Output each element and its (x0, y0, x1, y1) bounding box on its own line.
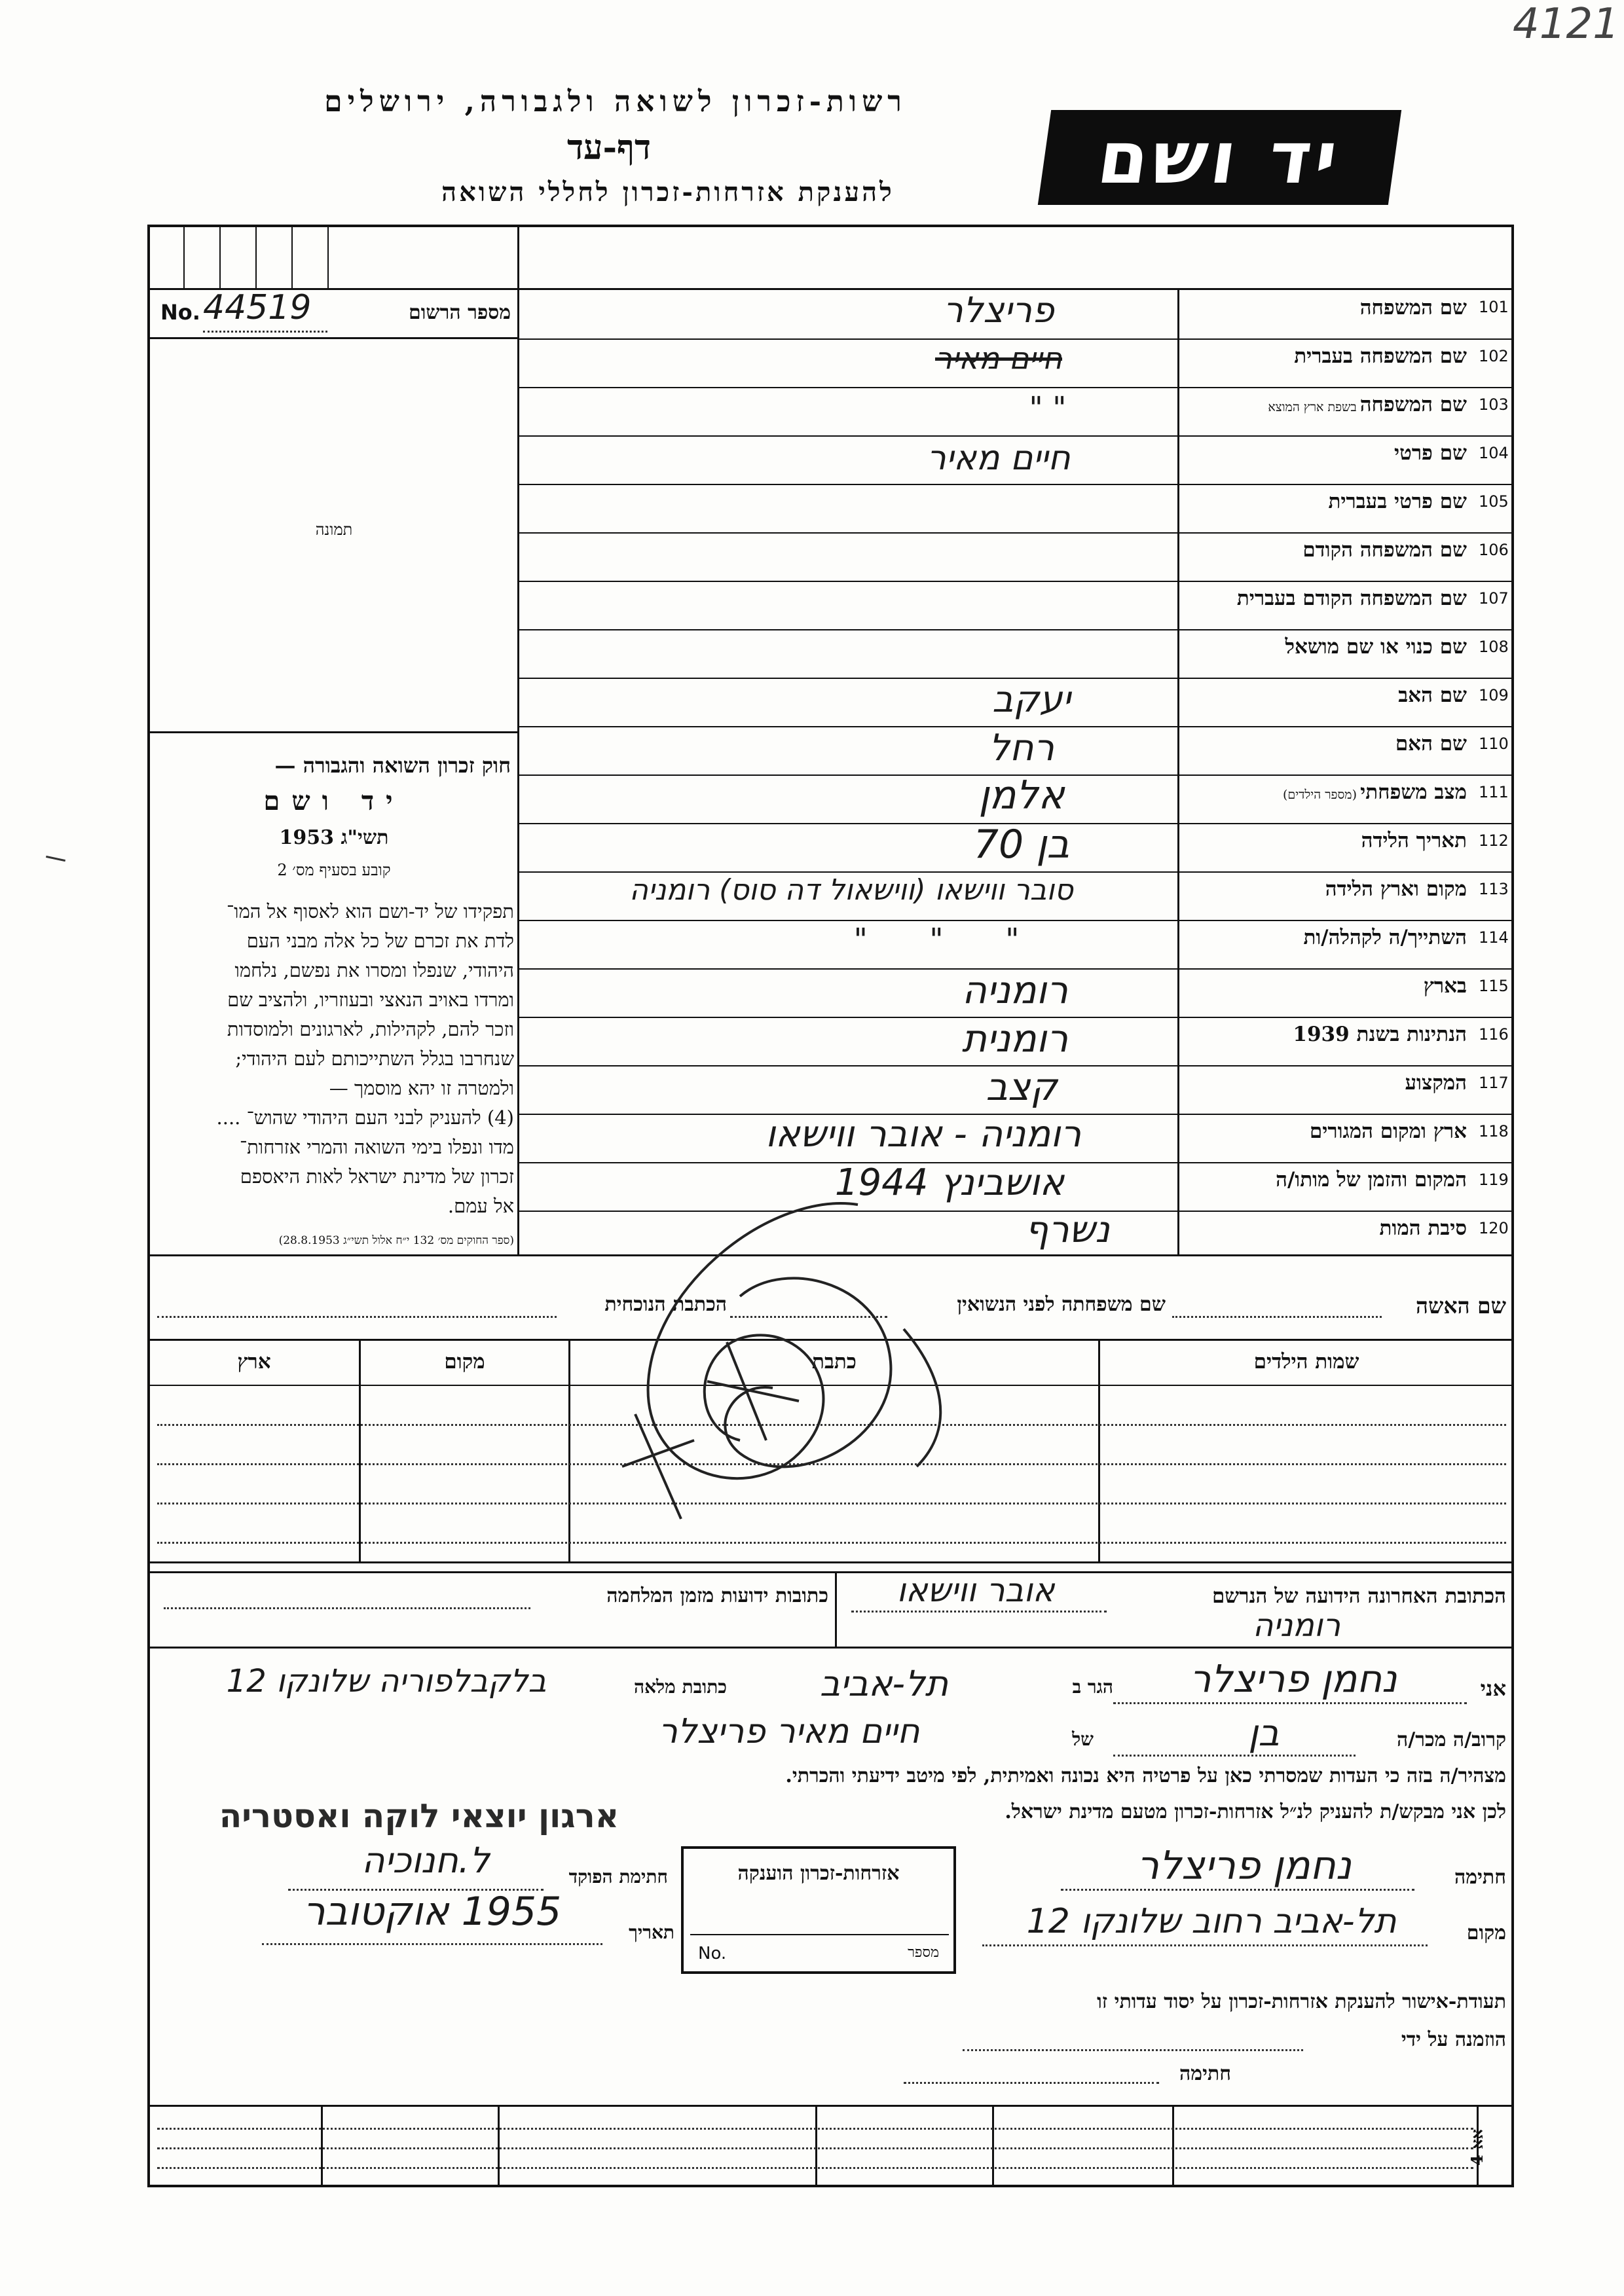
declarant-signature[interactable]: נחמן פריצלר (1137, 1843, 1352, 1889)
margin-mark (46, 856, 65, 862)
declaration-statement-2: לכן אני מבקש/ת להעניק לנ״ל אזרחות-זכרון מטעם מדינת ישראל. (1005, 1800, 1506, 1823)
field-label: הנתינות בשנת 1939 (1293, 1023, 1467, 1046)
photo-label: תמונה (315, 520, 353, 539)
law-heading: חוק זכרון השואה והגבורה — (274, 753, 511, 778)
law-line: (4) להעניק לבני העם היהודי שהוש־ .... (216, 1106, 514, 1129)
field-number: 102 (1479, 347, 1509, 365)
field-number: 107 (1479, 589, 1509, 608)
resident-city[interactable]: תל-אביב (819, 1663, 949, 1704)
field-number: 118 (1479, 1122, 1509, 1140)
declarant-name[interactable]: נחמן פריצלר (1189, 1656, 1397, 1701)
field-label: שם פרטי בעברית (1328, 490, 1467, 513)
field-value[interactable]: " " (1029, 390, 1067, 426)
form-code: אא 4 (1467, 2129, 1486, 2166)
children-header-place: מקום (444, 1350, 485, 1374)
children-header-country: ארץ (237, 1350, 271, 1374)
field-number: 115 (1479, 977, 1509, 995)
approval-line-2: הוזמנה על ידי (1401, 2028, 1506, 2051)
certificate-no-label: No. (698, 1944, 727, 1963)
last-address-label: הכתובת האחרונה הידועה של הנרשם (1211, 1584, 1506, 1608)
field-label-small: (מספר הילדים) (1282, 788, 1357, 802)
field-value[interactable]: אושבינץ 1944 (834, 1161, 1065, 1204)
field-number: 110 (1479, 735, 1509, 753)
field-number: 114 (1479, 928, 1509, 947)
approval-line-1: תעודת-אישור להענקת אזרחות-זכרון על יסוד עדותי זו (1097, 1990, 1506, 2013)
officer-signature[interactable]: ל.חנוכיה (361, 1840, 490, 1881)
field-label: שם האם (1395, 732, 1467, 756)
field-value[interactable]: קצב (986, 1065, 1058, 1109)
field-label: סיבת המות (1379, 1216, 1467, 1240)
field-number: 103 (1479, 395, 1509, 414)
law-footer: (ספר החוקים מס׳ 132 י״ח אלול תשי״ג 28.8.1953) (278, 1234, 514, 1247)
officer-date-label: תאריך (629, 1922, 674, 1943)
field-number: 120 (1479, 1219, 1509, 1237)
law-line: וזכר להם, לקהילות, לארגונים ולמוסדות (227, 1018, 514, 1040)
law-clause: קובע בסעיף מס׳ 2 (277, 861, 391, 879)
certificate-box (681, 1846, 956, 1974)
field-value[interactable]: יעקב (992, 678, 1071, 721)
table-row (157, 1542, 1506, 1544)
field-number: 119 (1479, 1171, 1509, 1189)
law-name: יד ושם (263, 786, 405, 816)
field-label: שם פרטי (1393, 441, 1467, 465)
field-label: ארץ ומקום המגורים (1309, 1120, 1467, 1143)
wife-maiden-label: שם משפחתה לפני הנשואין (957, 1293, 1166, 1316)
signature-label: חתימה (1454, 1866, 1506, 1889)
field-number: 111 (1479, 783, 1509, 801)
form-subtitle: להענקת אזרחות-זכרון לחללי השואה (441, 177, 895, 208)
field-label: השתייך/ה לקהלה/ות (1303, 926, 1467, 949)
children-header-address: כתבת (812, 1350, 857, 1374)
relation-value[interactable]: בן (1248, 1712, 1280, 1755)
field-number: 116 (1479, 1025, 1509, 1044)
field-label: תאריך הלידה (1361, 829, 1467, 852)
place-value[interactable]: תל-אביב רחוב שלונקו 12 (1026, 1902, 1397, 1941)
field-label: שם המשפחה בעברית (1294, 344, 1467, 368)
law-line: שנחרבו בגלל השתייכותם לעם היהודי; (235, 1048, 514, 1070)
logo-text: יד ושם (1092, 115, 1347, 200)
field-label-main: שם המשפחה (1359, 393, 1467, 416)
full-address[interactable]: בלקבלפוריה שלונקו 12 (226, 1663, 547, 1700)
field-label: שם המשפחה הקודם (1302, 538, 1467, 562)
field-value[interactable]: " " " (853, 922, 1046, 957)
full-address-label: כתובת מלאה (633, 1676, 727, 1698)
law-line: מדו ונפלו בימי השואה והמרי אזרחות־ (239, 1136, 514, 1158)
last-address-line2[interactable]: רומניה (1252, 1607, 1341, 1644)
field-value[interactable]: רחל (988, 727, 1055, 769)
field-number: 117 (1479, 1074, 1509, 1092)
certificate-title: אזרחות-זכרון הוענקה (737, 1862, 900, 1885)
field-value[interactable]: רומניה - אובר ווישאו (765, 1113, 1082, 1156)
field-label: בארץ (1423, 974, 1467, 998)
field-value[interactable]: נשרף (1025, 1209, 1110, 1251)
field-label: מקום וארץ הלידה (1325, 877, 1467, 901)
field-value[interactable]: אלמן (978, 773, 1065, 818)
war-addresses-label: כתובות ידועות מזמן המלחמה (606, 1584, 828, 1607)
field-number: 113 (1479, 880, 1509, 898)
field-label-small: בשפת ארץ המוצא (1268, 400, 1357, 414)
law-line: לדת את זכרם של כל אלה מבני העם (246, 930, 514, 952)
field-number: 112 (1479, 831, 1509, 850)
field-number: 104 (1479, 444, 1509, 462)
field-label (1185, 780, 1467, 804)
field-label (1185, 393, 1467, 416)
field-value[interactable]: סובר ווישאו (ווישאול דה סוס) רומניה (629, 873, 1073, 907)
officer-signature-label: חתימת הפוקד (568, 1866, 668, 1887)
certificate-number-label: מספר (908, 1944, 939, 1961)
handwritten-circle-mark (576, 1165, 1002, 1532)
law-line: ומרדו באויב הנאצי ובעוזריו, ולהציב שם (227, 989, 514, 1011)
law-line: היהודי, שנפלו ומסרו את נפשם, נלחמו (234, 959, 514, 981)
law-line: אל עמם. (447, 1195, 514, 1217)
officer-date[interactable]: 1955 אוקטובר (303, 1889, 562, 1935)
registration-prefix: No. (160, 300, 200, 325)
wife-label: שם האשה (1416, 1293, 1506, 1319)
field-number: 101 (1479, 298, 1509, 316)
yad-vashem-logo (1038, 110, 1401, 205)
law-line: זכרון של מדינת ישראל לאות היאספם (240, 1165, 514, 1188)
field-value[interactable]: בן 70 (973, 822, 1070, 867)
field-value[interactable]: חיים מאיר (934, 340, 1063, 376)
declaration-ani: אני (1480, 1676, 1506, 1701)
wife-address-label: הכתבת הנוכחית (604, 1293, 727, 1316)
law-body (157, 897, 514, 1221)
law-line: ולמטרה זו יהא מוסמך — (329, 1077, 514, 1099)
law-year (157, 826, 511, 849)
registration-number: 44519 (203, 288, 312, 327)
declaration-statement-1: מצהיר/ה בזה כי העדות שמסרתי כאן על פרטיה היא נכונה ואמיתית, לפי מיטב ידיעתי והכרתי. (785, 1764, 1506, 1787)
corner-mark: 4121 (1513, 0, 1619, 48)
field-number: 105 (1479, 492, 1509, 511)
field-value[interactable]: חיים מאיר (927, 439, 1071, 478)
law-year-hebrew: תשי"ג (341, 826, 389, 849)
field-label: שם המשפחה הקודם בעברית (1236, 587, 1467, 610)
field-label: שם המשפחה (1359, 296, 1467, 319)
place-label: מקום (1466, 1922, 1506, 1944)
field-label: המקצוע (1405, 1071, 1467, 1095)
field-value[interactable]: רומניה (961, 968, 1069, 1012)
field-value[interactable]: פריצלר (943, 289, 1054, 331)
field-label-main: מצב משפחתי (1360, 780, 1467, 804)
field-number: 106 (1479, 541, 1509, 559)
approval-signature-label: חתימה (1179, 2062, 1231, 2085)
organization-stamp: ארגון יוצאי לוקה ואסטריה (219, 1797, 619, 1835)
children-header-names: שמות הילדים (1253, 1350, 1359, 1374)
field-label: שם האב (1398, 683, 1467, 707)
institution-name: רשות-זכרון לשואה ולגבורה, ירושלים (324, 85, 907, 118)
resident-label: הגר ב (1072, 1676, 1113, 1698)
of-value[interactable]: חיים מאיר פריצלר (658, 1712, 920, 1751)
last-address-line1[interactable]: אובר ווישאו (896, 1571, 1055, 1609)
field-number: 108 (1479, 638, 1509, 656)
law-year-number: 1953 (279, 826, 335, 849)
law-line: תפקידו של יד-ושם הוא לאסוף אל המו־ (227, 900, 514, 922)
relation-label: קרוב/ה מכר/ה (1397, 1728, 1506, 1751)
registration-label: מספר הרשום (409, 301, 511, 324)
of-label: של (1072, 1728, 1094, 1750)
field-number: 109 (1479, 686, 1509, 704)
field-label: שם כנוי או שם מושאל (1285, 635, 1467, 659)
field-value[interactable]: רומנית (961, 1016, 1069, 1061)
form-title: דף-עד (567, 128, 651, 168)
field-label: המקום והזמן של מותו/ה (1276, 1168, 1467, 1192)
